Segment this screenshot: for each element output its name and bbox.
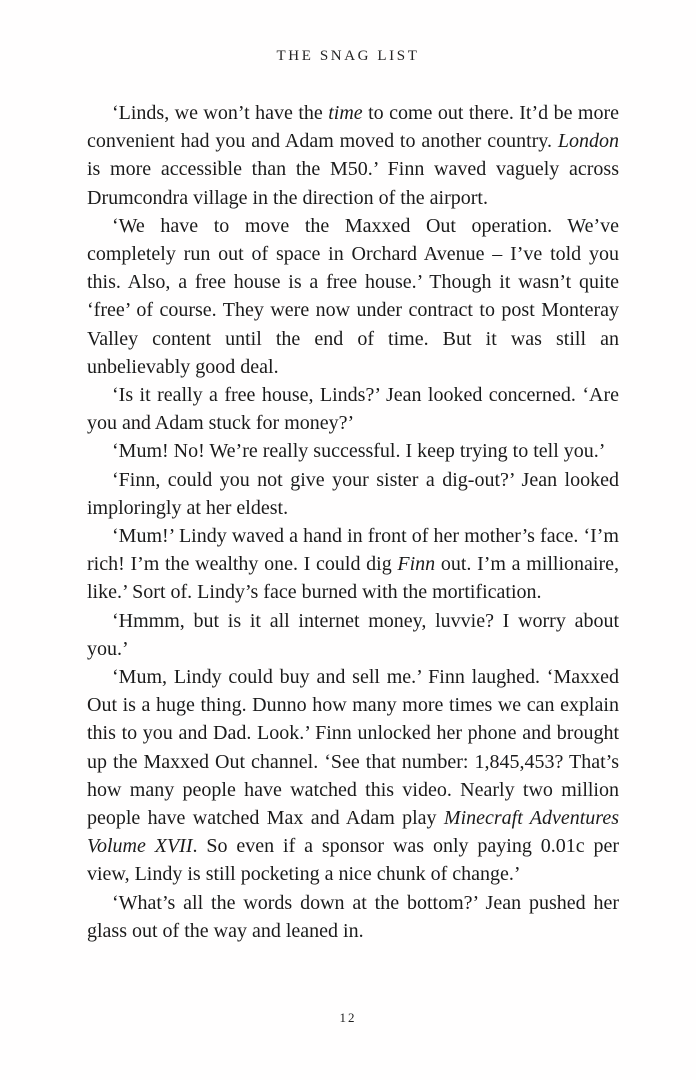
paragraph: [87, 663, 619, 889]
italic-text-run: time: [328, 102, 363, 124]
text-run: ‘Finn, could you not give your sister a dig-out?’ Jean looked imploringly at her eldest.: [87, 468, 619, 519]
text-run: ‘Mum, Lindy could buy and sell me.’ Finn laughed. ‘Maxxed Out is a huge thing. Dunno how many more times we can explain this to you and Dad. Look.’ Finn unlocked her phone and brought up the Maxxed Out channel. ‘See that number: 1,845,453? That’s how many people have watched this video. Nearly two million people have watched Max and Adam play: [87, 666, 619, 830]
text-run: ‘Hmmm, but is it all internet money, luvvie? I worry about you.’: [87, 609, 619, 660]
paragraph: [87, 522, 619, 607]
italic-text-run: London: [557, 130, 619, 153]
text-run: ‘Linds, we won’t have the: [112, 102, 329, 124]
text-run: ‘Is it really a free house, Linds?’ Jean looked concerned. ‘Are you and Adam stuck for money?’: [87, 384, 619, 435]
italic-text-run: Finn: [397, 553, 436, 576]
paragraph: [87, 99, 619, 212]
paragraph: [87, 466, 619, 522]
text-run: . So even if a sponsor was only paying 0.01c per view, Lindy is still pocketing a nice chunk of change.’: [87, 835, 619, 886]
page-number: 12: [339, 1010, 357, 1025]
paragraph: [87, 607, 619, 663]
text-run: ‘Mum! No! We’re really successful. I keep trying to tell you.’: [112, 440, 606, 463]
text-run: out. I’m a millionaire, like.’ Sort of. Lindy’s face burned with the mortification.: [87, 553, 619, 604]
running-header: THE SNAG LIST: [276, 48, 420, 64]
italic-text-run: Minecraft Adventures Volume XVII: [87, 807, 619, 858]
paragraph: [87, 437, 619, 465]
paragraph: [87, 381, 619, 437]
text-run: to come out there. It’d be more convenient had you and Adam moved to another country.: [87, 102, 619, 153]
text-run: is more accessible than the M50.’ Finn waved vaguely across Drumcondra village in the direction of the airport.: [87, 158, 619, 209]
paragraph: [87, 889, 619, 945]
paragraph: [87, 212, 619, 381]
text-run: ‘We have to move the Maxxed Out operation. We’ve completely run out of space in Orchard Avenue – I’ve told you this. Also, a free house is a free house.’ Though it wasn’t quite ‘free’ of course. They were now under contract to post Monteray Valley content until the end of time. But it was still an unbelievably good deal.: [87, 214, 619, 378]
page-body: [87, 99, 619, 945]
text-run: ‘Mum!’ Lindy waved a hand in front of her mother’s face. ‘I’m rich! I’m the wealthy one. I could dig: [87, 525, 619, 576]
text-run: ‘What’s all the words down at the bottom?’ Jean pushed her glass out of the way and leaned in.: [87, 891, 619, 942]
